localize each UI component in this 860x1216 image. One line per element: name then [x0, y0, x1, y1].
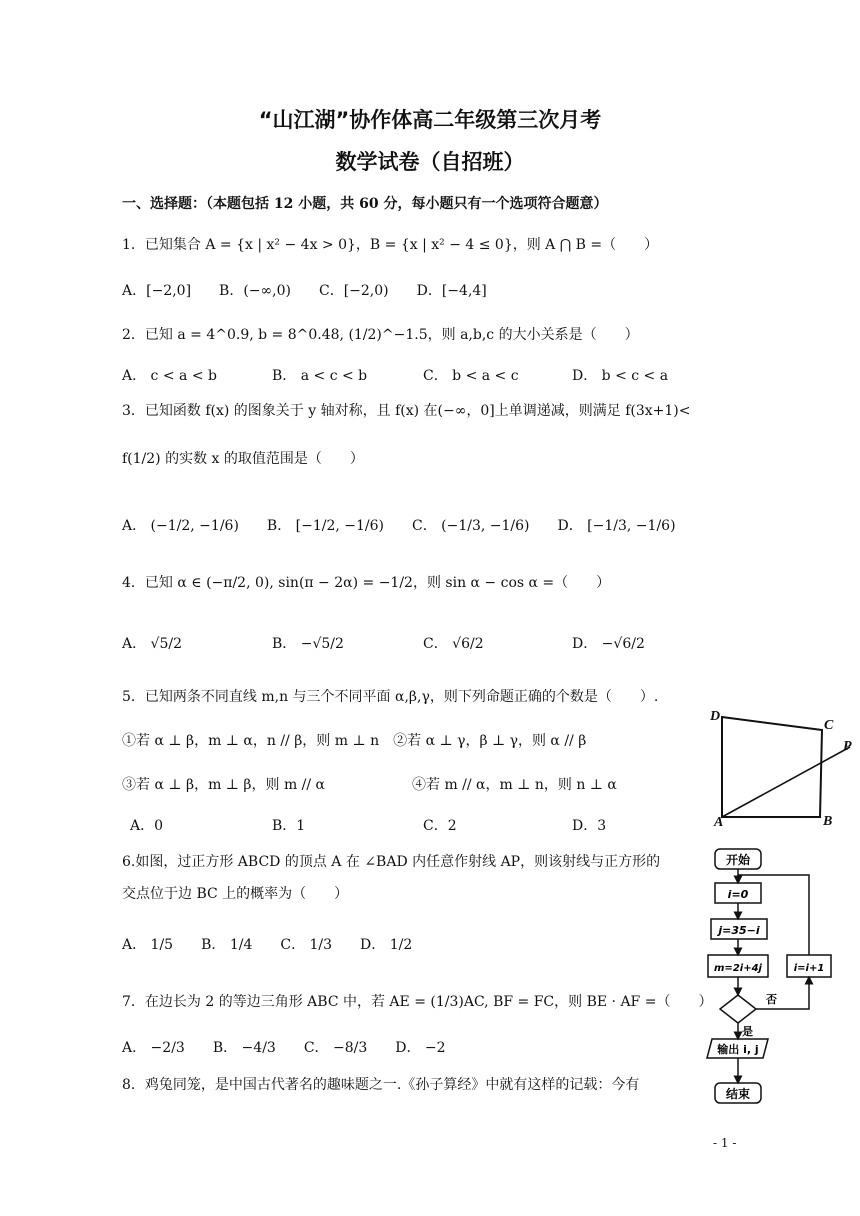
flow-compute-j: j=35−i — [718, 924, 760, 937]
flow-no-label: 否 — [766, 993, 777, 1006]
q2-option-b: B． a < c < b — [272, 368, 368, 384]
q5-option-d: D．3 — [572, 818, 607, 834]
flow-yes-label: 是 — [742, 1025, 753, 1038]
q1-stem: 1．已知集合 A = {x | x² − 4x > 0}，B = {x | x² − 4 ≤ 0}，则 A ⋂ B =（ ） — [122, 237, 659, 253]
q2-option-d: D． b < c < a — [572, 368, 669, 384]
q3-stem: 3．已知函数 f(x) 的图象关于 y 轴对称，且 f(x) 在(−∞，0]上单调递减，则满足 f(3x+1)< — [122, 403, 691, 419]
section-heading: 一、选择题：（本题包括 12 小题，共 60 分，每小题只有一个选项符合题意） — [122, 196, 608, 212]
flowchart — [700, 843, 850, 1108]
q3-options: A． (−1/2, −1/6) B． [−1/2, −1/6) C． (−1/3, −1/6) D． [−1/3, −1/6) — [122, 518, 676, 534]
exam-subtitle: 数学试卷（自招班） — [335, 150, 525, 174]
q3-stem-cont: f(1/2) 的实数 x 的取值范围是（ ） — [122, 451, 364, 467]
q6-options: A． 1/5 B． 1/4 C． 1/3 D． 1/2 — [122, 937, 413, 953]
q4-option-b: B． −√5/2 — [272, 636, 344, 652]
q4-option-c: C． √6/2 — [423, 636, 484, 652]
label-p: P — [843, 739, 852, 754]
q4-option-a: A． √5/2 — [122, 636, 183, 652]
q5-proposition-3: ③若 α ⊥ β，m ⊥ β，则 m // α — [122, 777, 326, 793]
flow-compute-m: m=2i+4j — [714, 963, 762, 974]
q5-proposition-4: ④若 m // α，m ⊥ n，则 n ⊥ α — [412, 777, 617, 793]
square-figure — [700, 705, 860, 830]
q5-propositions-1-2: ①若 α ⊥ β，m ⊥ α，n // β，则 m ⊥ n ②若 α ⊥ γ，β ⊥ γ，则 α // β — [122, 733, 587, 749]
q6-stem: 6.如图，过正方形 ABCD 的顶点 A 在 ∠BAD 内任意作射线 AP，则该射线与正方形的 — [122, 854, 661, 870]
q2-option-a: A． c < a < b — [122, 368, 217, 384]
flow-output: 输出 i, j — [717, 1043, 759, 1056]
q7-stem: 7．在边长为 2 的等边三角形 ABC 中，若 AE = (1/3)AC, BF = FC，则 BE · AF =（ ） — [122, 994, 713, 1010]
q2-stem: 2．已知 a = 4^0.9, b = 8^0.48, (1/2)^−1.5，则 a,b,c 的大小关系是（ ） — [122, 327, 639, 343]
q5-option-a: A．0 — [130, 818, 164, 834]
q5-option-b: B．1 — [272, 818, 306, 834]
label-a: A — [714, 815, 724, 830]
q2-option-c: C． b < a < c — [423, 368, 519, 384]
q4-stem: 4．已知 α ∈ (−π/2, 0), sin(π − 2α) = −1/2，则 sin α − cos α =（ ） — [122, 575, 611, 591]
label-b: B — [823, 814, 833, 829]
q1-options: A．[−2,0] B．(−∞,0) C．[−2,0) D．[−4,4] — [122, 283, 487, 299]
q6-stem-cont: 交点位于边 BC 上的概率为（ ） — [122, 886, 349, 902]
label-c: C — [824, 718, 834, 733]
q8-stem: 8．鸡兔同笼，是中国古代著名的趣味题之一.《孙子算经》中就有这样的记载：今有 — [122, 1077, 640, 1093]
q5-option-c: C．2 — [423, 818, 457, 834]
q7-options: A． −2/3 B． −4/3 C． −8/3 D． −2 — [122, 1040, 446, 1056]
q5-stem: 5．已知两条不同直线 m,n 与三个不同平面 α,β,γ，则下列命题正确的个数是（ ）. — [122, 689, 659, 705]
flow-start: 开始 — [725, 853, 751, 867]
label-d: D — [710, 709, 721, 724]
page-number: - 1 - — [713, 1136, 737, 1150]
q4-option-d: D． −√6/2 — [572, 636, 645, 652]
flow-increment-i: i=i+1 — [793, 963, 825, 974]
flow-end: 结束 — [725, 1087, 751, 1101]
exam-title: “山江湖”协作体高二年级第三次月考 — [258, 108, 602, 132]
flow-init-i: i=0 — [727, 888, 749, 901]
